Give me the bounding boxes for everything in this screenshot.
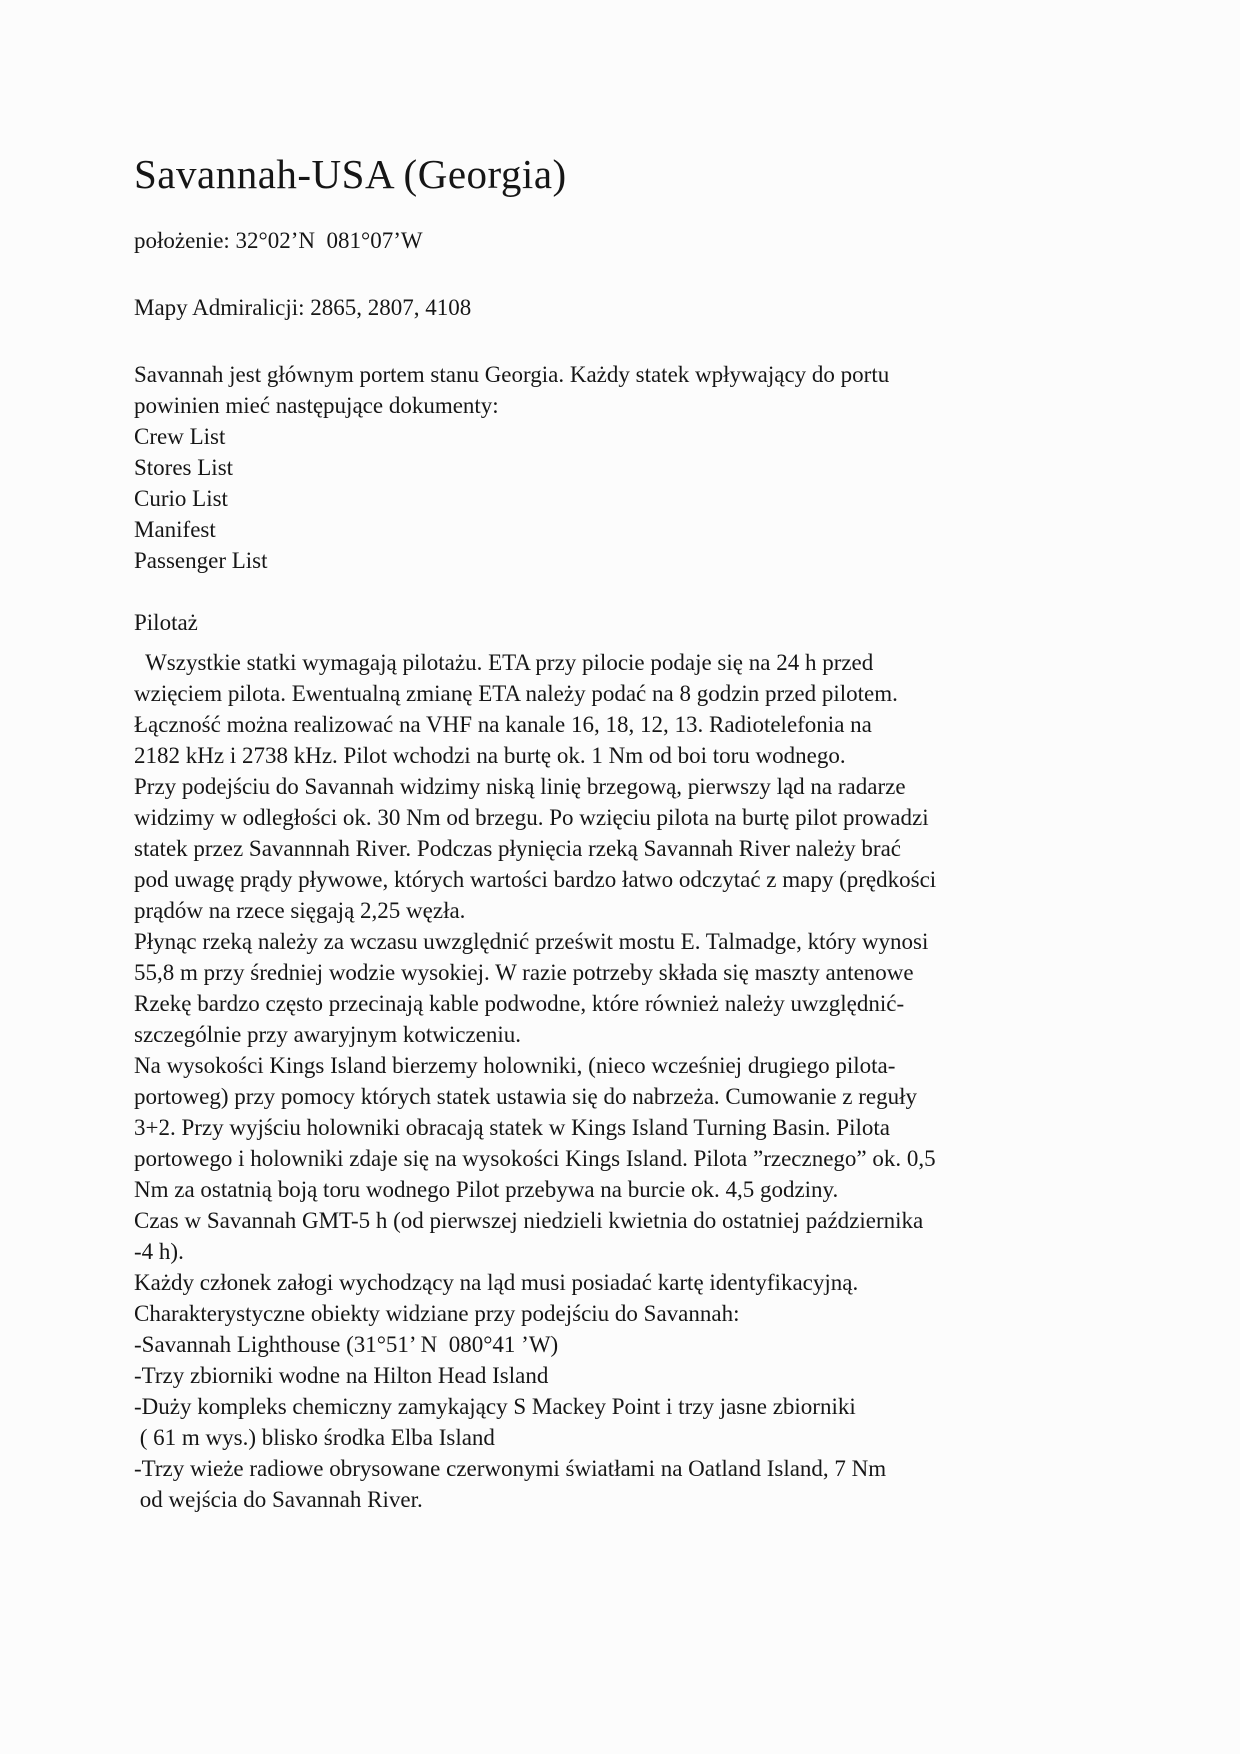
- landmark-list-item: -Duży kompleks chemiczny zamykający S Mackey Point i trzy jasne zbiorniki: [134, 1394, 856, 1420]
- pilotage-section: [134, 607, 1160, 1515]
- landmark-list-item: -Savannah Lighthouse (31°51’ N 080°41 ’W): [134, 1332, 559, 1358]
- text-line: Na wysokości Kings Island bierzemy holowniki, (nieco wcześniej drugiego pilota-: [134, 1053, 896, 1079]
- text-line: 3+2. Przy wyjściu holowniki obracają statek w Kings Island Turning Basin. Pilota: [134, 1115, 890, 1141]
- text-line: pod uwagę prądy pływowe, których wartości bardzo łatwo odczytać z mapy (prędkości: [134, 867, 937, 893]
- text-line: Savannah jest głównym portem stanu Georgia. Każdy statek wpływający do portu: [134, 362, 890, 388]
- document-list-item: Curio List: [134, 486, 228, 512]
- text-line: statek przez Savannnah River. Podczas płynięcia rzeką Savannah River należy brać: [134, 836, 901, 862]
- text-line: Każdy członek załogi wychodzący na ląd musi posiadać kartę identyfikacyjną.: [134, 1270, 859, 1296]
- text-line: Nm za ostatnią boją toru wodnego Pilot przebywa na burcie ok. 4,5 godziny.: [134, 1177, 839, 1203]
- text-line: Czas w Savannah GMT-5 h (od pierwszej niedzieli kwietnia do ostatniej października: [134, 1208, 924, 1234]
- text-line: 2182 kHz i 2738 kHz. Pilot wchodzi na burtę ok. 1 Nm od boi toru wodnego.: [134, 743, 846, 769]
- text-line: Charakterystyczne obiekty widziane przy podejściu do Savannah:: [134, 1301, 740, 1327]
- text-line: Wszystkie statki wymagają pilotażu. ETA przy pilocie podaje się na 24 h przed: [134, 650, 874, 676]
- page-title: Savannah-USA (Georgia): [134, 151, 567, 197]
- text-line: Płynąc rzeką należy za wczasu uwzględnić prześwit mostu E. Talmadge, który wynosi: [134, 929, 929, 955]
- text-line: widzimy w odległości ok. 30 Nm od brzegu. Po wzięciu pilota na burtę pilot prowadzi: [134, 805, 929, 831]
- document-list-item: Manifest: [134, 517, 216, 543]
- section-heading: Pilotaż: [134, 610, 198, 636]
- document-list-item: Passenger List: [134, 548, 268, 574]
- landmark-list-item: -Trzy wieże radiowe obrysowane czerwonymi światłami na Oatland Island, 7 Nm: [134, 1456, 887, 1482]
- text-line: Rzekę bardzo często przecinają kable podwodne, które również należy uwzględnić-: [134, 991, 905, 1017]
- text-line: prądów na rzece sięgają 2,25 węzła.: [134, 898, 466, 924]
- landmark-list-item: -Trzy zbiorniki wodne na Hilton Head Island: [134, 1363, 549, 1389]
- document-list-item: Stores List: [134, 455, 234, 481]
- landmark-list-item: od wejścia do Savannah River.: [134, 1487, 423, 1513]
- landmark-list-item: ( 61 m wys.) blisko środka Elba Island: [134, 1425, 495, 1451]
- text-line: -4 h).: [134, 1239, 184, 1265]
- text-line: portoweg) przy pomocy których statek ustawia się do nabrzeża. Cumowanie z reguły: [134, 1084, 918, 1110]
- text-line: 55,8 m przy średniej wodzie wysokiej. W razie potrzeby składa się maszty antenowe: [134, 960, 914, 986]
- text-line: Łączność można realizować na VHF na kanale 16, 18, 12, 13. Radiotelefonia na: [134, 712, 872, 738]
- intro-paragraph: [134, 359, 1160, 576]
- text-line: Przy podejściu do Savannah widzimy niską linię brzegową, pierwszy ląd na radarze: [134, 774, 906, 800]
- document-list-item: Crew List: [134, 424, 226, 450]
- location-line: położenie: 32°02’N 081°07’W: [134, 228, 423, 254]
- text-line: portowego i holowniki zdaje się na wysokości Kings Island. Pilota ”rzecznego” ok. 0,5: [134, 1146, 936, 1172]
- text-line: powinien mieć następujące dokumenty:: [134, 393, 499, 419]
- text-line: wzięciem pilota. Ewentualną zmianę ETA należy podać na 8 godzin przed pilotem.: [134, 681, 898, 707]
- admiralty-charts-line: Mapy Admiralicji: 2865, 2807, 4108: [134, 295, 472, 321]
- text-line: szczególnie przy awaryjnym kotwiczeniu.: [134, 1022, 522, 1048]
